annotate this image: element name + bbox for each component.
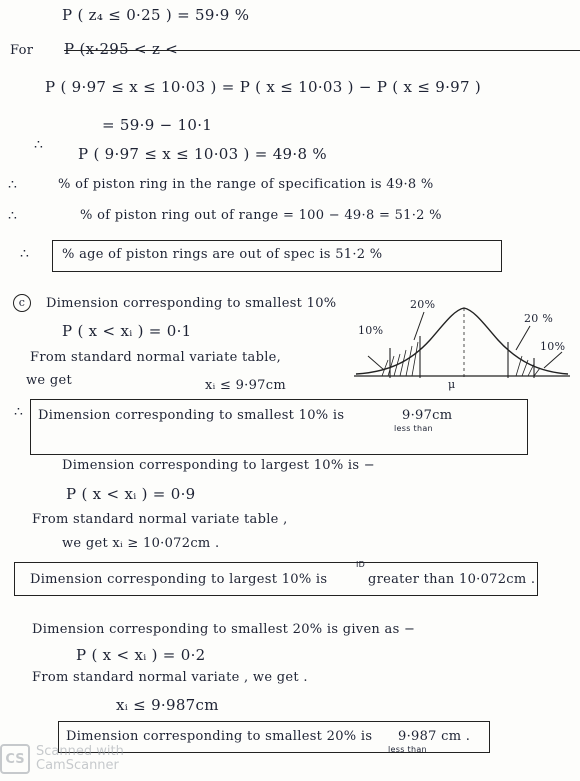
answer-smallest-10: Dimension corresponding to smallest 10% is <box>38 408 345 423</box>
note-less-than-2: less than <box>388 745 427 754</box>
equation-p-0-2: P ( x < xᵢ ) = 0·2 <box>76 646 206 664</box>
part-c-marker: c <box>13 294 31 312</box>
from-table-line-2: From standard normal variate table , <box>32 512 288 527</box>
we-get-line: we get <box>26 373 72 388</box>
camscanner-logo-icon: CS <box>0 744 30 774</box>
note-less-than: less than <box>394 424 433 433</box>
watermark-text <box>36 745 124 773</box>
answer-smallest-20: Dimension corresponding to smallest 20% is <box>66 729 373 744</box>
result-xi-9-987: xᵢ ≤ 9·987cm <box>116 696 219 714</box>
therefore-symbol: ∴ <box>14 404 24 420</box>
equation-range-split: P ( 9·97 ≤ x ≤ 10·03 ) = P ( x ≤ 10·03 ) − P ( x ≤ 9·97 ) <box>45 78 482 96</box>
equation-p-z4: P ( z₄ ≤ 0·25 ) = 59·9 % <box>62 6 250 24</box>
equation-p-0-1: P ( x < xᵢ ) = 0·1 <box>62 322 192 340</box>
figure-label-right-10: 10% <box>540 340 566 353</box>
arrow-right <box>516 326 530 350</box>
statement-in-range: % of piston ring in the range of specification is 49·8 % <box>58 177 434 192</box>
therefore-symbol: ∴ <box>8 208 18 224</box>
arrow-top <box>414 312 424 340</box>
camscanner-watermark <box>0 737 160 781</box>
from-table-line-3: From standard normal variate , we get . <box>32 670 308 685</box>
result-xi-10-072: we get xᵢ ≥ 10·072cm . <box>62 536 220 551</box>
watermark-line-1: Scanned with <box>36 744 124 759</box>
figure-label-right-20: 20 % <box>524 312 554 325</box>
answer-out-of-spec: % age of piston rings are out of spec is 51·2 % <box>62 247 383 262</box>
note-id: ID <box>356 560 366 569</box>
watermark-line-2: CamScanner <box>36 758 119 773</box>
struck-out-expression: P (x·295 < z < <box>64 40 580 58</box>
figure-label-top-20: 20% <box>410 298 436 311</box>
arrow-far-right <box>544 352 562 368</box>
from-table-line: From standard normal variate table, <box>30 350 282 365</box>
answer-smallest-20-value: 9·987 cm . <box>398 729 471 744</box>
therefore-symbol: ∴ <box>20 246 30 262</box>
heading-smallest-20: Dimension corresponding to smallest 20% is given as − <box>32 622 416 637</box>
figure-label-left-10: 10% <box>358 324 384 337</box>
equation-p-0-9: P ( x < xᵢ ) = 0·9 <box>66 485 196 503</box>
equation-subtraction: = 59·9 − 10·1 <box>102 116 213 134</box>
heading-largest-10: Dimension corresponding to largest 10% is − <box>62 458 375 473</box>
answer-largest-10-value: greater than 10·072cm . <box>368 572 536 587</box>
for-label: For <box>10 43 34 58</box>
answer-smallest-10-value: 9·97cm <box>402 408 453 423</box>
figure-label-mu: μ <box>448 378 456 391</box>
equation-result-49-8: P ( 9·97 ≤ x ≤ 10·03 ) = 49·8 % <box>78 145 327 163</box>
answer-largest-10: Dimension corresponding to largest 10% is <box>30 572 328 587</box>
result-xi-9-97: xᵢ ≤ 9·97cm <box>205 378 286 393</box>
therefore-symbol: ∴ <box>34 137 44 153</box>
statement-out-of-range: % of piston ring out of range = 100 − 49·8 = 51·2 % <box>80 208 442 223</box>
arrow-left <box>368 356 384 370</box>
heading-smallest-10: Dimension corresponding to smallest 10% <box>46 296 337 311</box>
therefore-symbol: ∴ <box>8 177 18 193</box>
hatch-left <box>382 342 418 376</box>
